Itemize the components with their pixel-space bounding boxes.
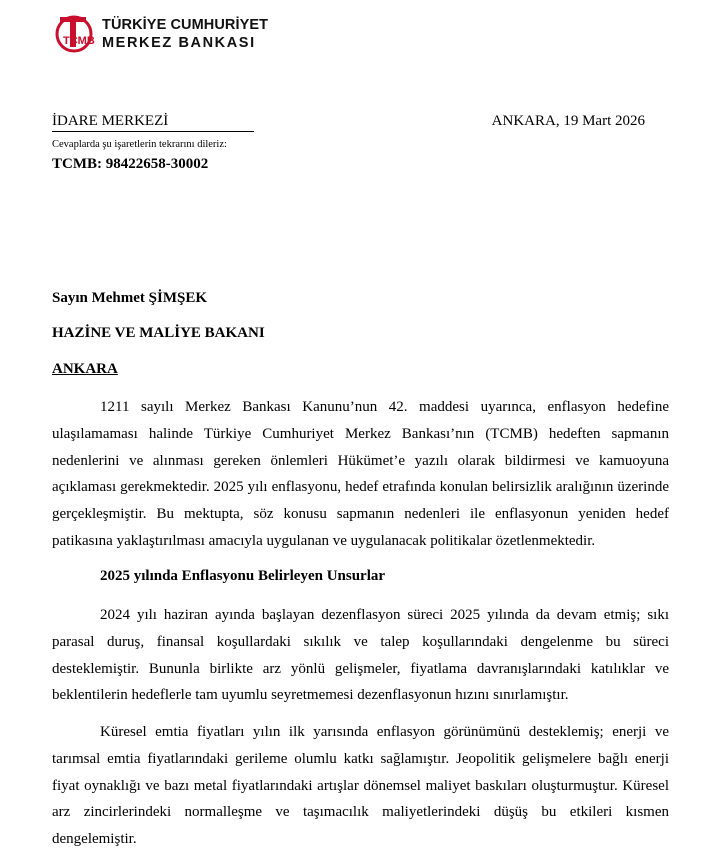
reference-code: TCMB: 98422658-30002 <box>52 156 209 172</box>
section-heading: 2025 yılında Enflasyonu Belirleyen Unsurlar <box>100 568 386 584</box>
body-paragraph-1: 1211 sayılı Merkez Bankası Kanunu’nun 42. maddesi uyarınca, enflasyon hedefine ulaşılamaması halinde Türkiye Cumhuriyet Merkez Bankası’nın (TCMB) hedeften sapmanın nedenlerini ve alınması gereken önlemleri Hükümet’e yazılı olarak bildirmesi ve kamuoyuna açıklaması gerekmektedir. 2025 yılı enflasyonu, hedef etrafında konulan belirsizlik aralığının üzerinde gerçekleşmiştir. Bu mektupta, söz konusu sapmanın nedenleri ile enflasyonun yeniden hedef patikasına yaklaştırılması amacıyla uygulanan ve uygulanacak politikalar özetlenmektedir. <box>52 399 669 549</box>
body-paragraph-2: 2024 yılı haziran ayında başlayan dezenflasyon süreci 2025 yılında da devam etmiş; sıkı parasal duruş, finansal koşullardaki sıkılık ve talep koşullarındaki dengelenme bu süreci desteklemiştir. Bununla birlikte arz yönlü gelişmeler, fiyatlama davranışlarındaki katılıklar ve beklentilerin hedeflerle tam uyumlu seyretmemesi dezenflasyonun hızını sınırlamıştır. <box>52 607 669 704</box>
bank-name-line2: MERKEZ BANKASI <box>102 35 256 51</box>
tcmb-logo-mark-text: TCMB <box>63 35 95 47</box>
addressee-name: Sayın Mehmet ŞİMŞEK <box>52 290 208 306</box>
body-paragraph-3: Küresel emtia fiyatları yılın ilk yarısında enflasyon görünümünü desteklemiş; enerji ve tarımsal emtia fiyatlarındaki gerileme olumlu katkı sağlamıştır. Jeopolitik gelişmelere bağlı enerji fiyat oynaklığı ve bazı metal fiyatlarındaki artışlar dönemsel maliyet baskıları oluşturmuştur. Küresel arz zincirlerindeki normalleşme ve taşımacılık maliyetlerindeki düşüş bu etkileri kısmen dengelemiştir. <box>52 724 669 848</box>
letter-date: ANKARA, 19 Mart 2026 <box>491 113 645 129</box>
reference-note: Cevaplarda şu işaretlerin tekrarını dileriz: <box>52 139 227 150</box>
bank-name <box>102 16 268 52</box>
tcmb-logo-mark <box>53 13 99 55</box>
addressee-title: HAZİNE VE MALİYE BAKANI <box>52 325 265 341</box>
bank-name-line1: TÜRKİYE CUMHURİYET <box>102 17 269 33</box>
office-name: İDARE MERKEZİ <box>52 113 254 132</box>
addressee-city: ANKARA <box>52 361 118 377</box>
tcmb-logo <box>53 13 269 55</box>
